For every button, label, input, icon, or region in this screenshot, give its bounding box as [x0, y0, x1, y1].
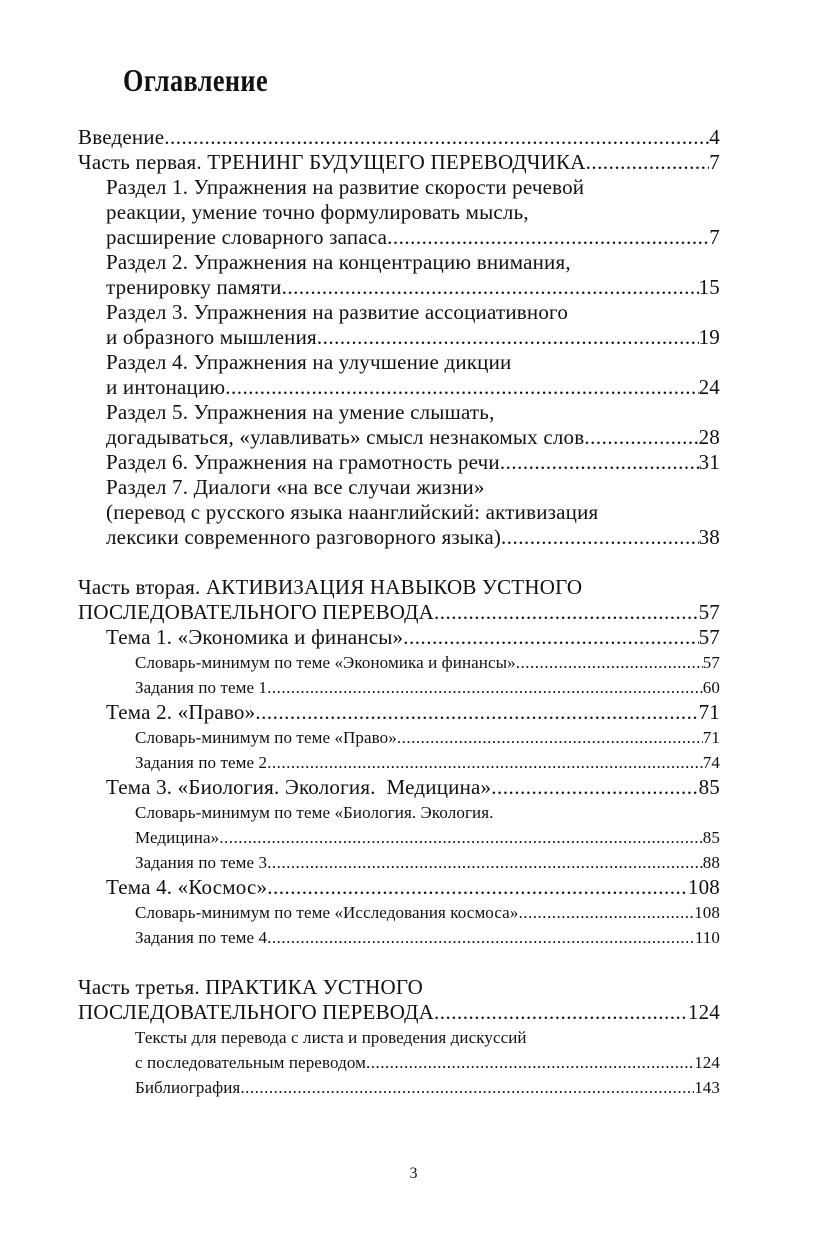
toc-entry-section3[interactable]: и образного мышления ..... 19 — [106, 325, 720, 350]
toc-entry-texts[interactable]: с последовательным переводом ..... 124 — [135, 1050, 720, 1075]
toc-entry-topic2[interactable]: Тема 2. «Право» ..... 71 — [106, 700, 720, 725]
toc-entry-topic2-tasks[interactable]: Задания по теме 2 ..... 74 — [135, 750, 720, 775]
toc-entry-section1[interactable]: расширение словарного запаса ..... 7 — [106, 225, 720, 250]
toc-entry-section7-line2[interactable]: (перевод с русского языка наанглийский: активизация — [106, 500, 599, 524]
toc-entry-section7[interactable]: лексики современного разговорного языка) ..... 38 — [106, 525, 720, 550]
toc-entry-section1-line2[interactable]: реакции, умение точно формулировать мысль, — [106, 200, 529, 224]
toc-entry-section5[interactable]: догадываться, «улавливать» смысл незнакомых слов ..... 28 — [106, 425, 720, 450]
toc-entry-section2[interactable]: тренировку памяти ..... 15 — [106, 275, 720, 300]
toc-entry-topic3[interactable]: Тема 3. «Биология. Экология. Медицина» ..... 85 — [106, 775, 720, 800]
toc-entry-topic1-tasks[interactable]: Задания по теме 1 ..... 60 — [135, 675, 720, 700]
toc-entry-section5-line1[interactable]: Раздел 5. Упражнения на умение слышать, — [106, 400, 495, 424]
toc-entry-topic1[interactable]: Тема 1. «Экономика и финансы» ..... 57 — [106, 625, 720, 650]
toc-entry-section1-line1[interactable]: Раздел 1. Упражнения на развитие скорости речевой — [106, 175, 585, 199]
leader-dots — [164, 125, 709, 150]
toc-entry-part2[interactable]: ПОСЛЕДОВАТЕЛЬНОГО ПЕРЕВОДА ..... 57 — [78, 600, 720, 625]
page-title: Оглавление — [123, 62, 269, 98]
toc-entry-topic1-vocab[interactable]: Словарь-минимум по теме «Экономика и финансы» ..... 57 — [135, 650, 720, 675]
toc-entry-topic3-vocab[interactable]: Медицина» ..... 85 — [135, 825, 720, 850]
toc-entry-section2-line1[interactable]: Раздел 2. Упражнения на концентрацию внимания, — [106, 250, 571, 274]
toc-entry-part2-line1[interactable]: Часть вторая. АКТИВИЗАЦИЯ НАВЫКОВ УСТНОГО — [78, 575, 583, 599]
toc-entry-topic3-tasks[interactable]: Задания по теме 3 ..... 88 — [135, 850, 720, 875]
toc-entry-texts-line1[interactable]: Тексты для перевода с листа и проведения дискуссий — [135, 1028, 527, 1047]
toc-entry-part1[interactable]: Часть первая. ТРЕНИНГ БУДУЩЕГО ПЕРЕВОДЧИКА ..... 7 — [78, 150, 720, 175]
toc-entry-topic4[interactable]: Тема 4. «Космос» ..... 108 — [106, 875, 720, 900]
toc-entry-part3-line1[interactable]: Часть третья. ПРАКТИКА УСТНОГО — [78, 975, 424, 999]
toc-entry-bibliography[interactable]: Библиография ..... 143 — [135, 1075, 720, 1100]
toc-entry-section4[interactable]: и интонацию ..... 24 — [106, 375, 720, 400]
toc-entry-topic3-vocab-line1[interactable]: Словарь-минимум по теме «Биология. Экология. — [135, 803, 494, 822]
page-number: 3 — [409, 1165, 418, 1182]
toc-entry-section7-line1[interactable]: Раздел 7. Диалоги «на все случаи жизни» — [106, 475, 485, 499]
toc-entry-topic2-vocab[interactable]: Словарь-минимум по теме «Право» ..... 71 — [135, 725, 720, 750]
toc-entry-section3-line1[interactable]: Раздел 3. Упражнения на развитие ассоциативного — [106, 300, 569, 324]
toc-entry-section4-line1[interactable]: Раздел 4. Упражнения на улучшение дикции — [106, 350, 512, 374]
toc-entry-section6[interactable]: Раздел 6. Упражнения на грамотность речи ..... 31 — [106, 450, 720, 475]
toc-entry-topic4-vocab[interactable]: Словарь-минимум по теме «Исследования космоса» ..... 108 — [135, 900, 720, 925]
toc-entry-part3[interactable]: ПОСЛЕДОВАТЕЛЬНОГО ПЕРЕВОДА ..... 124 — [78, 1000, 720, 1025]
toc-entry-intro[interactable]: Введение ..... 4 — [78, 125, 720, 150]
toc-entry-topic4-tasks[interactable]: Задания по теме 4 ..... 110 — [135, 925, 720, 950]
